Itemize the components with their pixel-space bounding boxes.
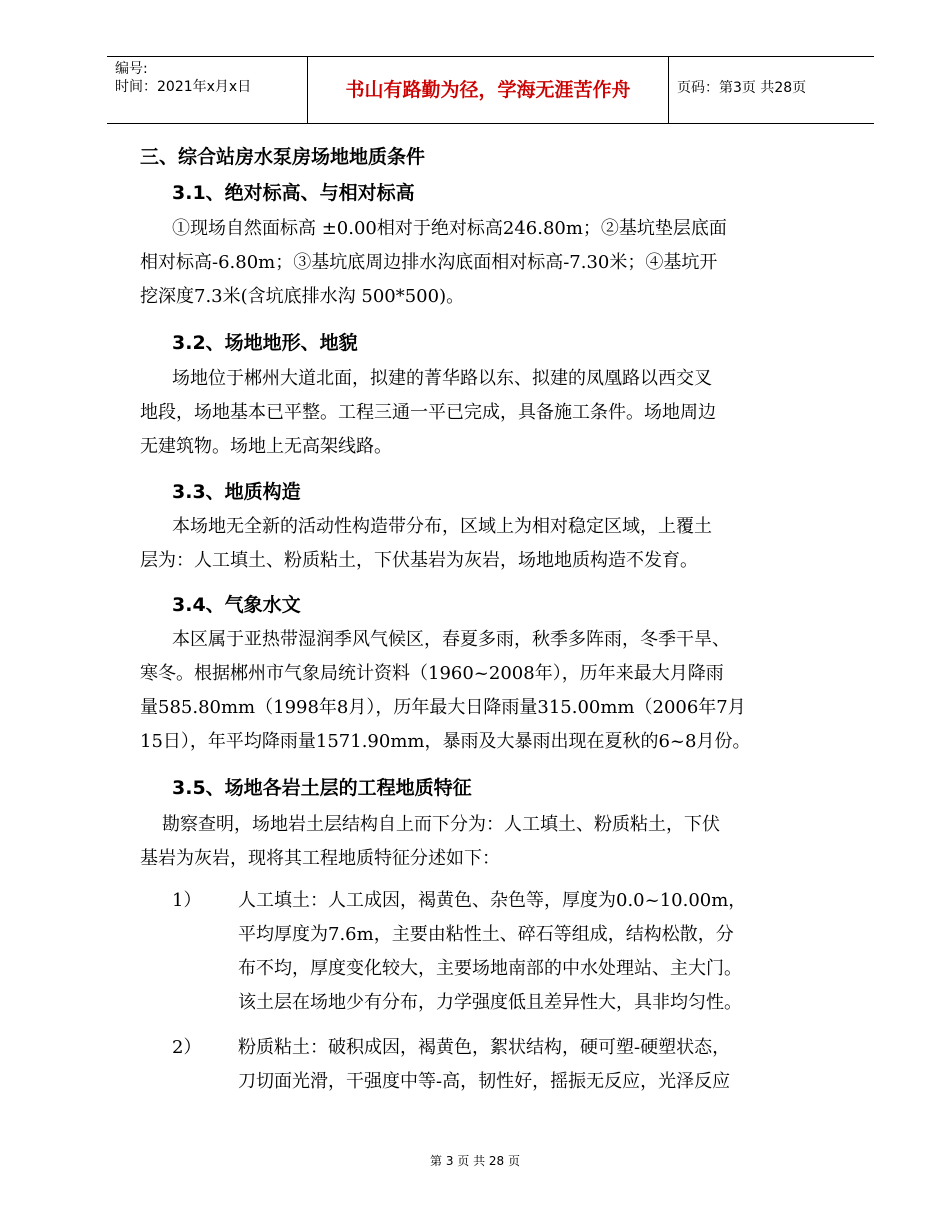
section-title: 三、综合站房水泵房场地地质条件 [140, 146, 426, 168]
list-item [238, 884, 746, 1020]
s4-line: 本区属于亚热带湿润季风气候区，春夏多雨，秋季多阵雨，冬季干旱、 [172, 629, 730, 650]
s4-heading: 3.4、气象水文 [172, 594, 301, 616]
s4-line: 寒冬。根据郴州市气象局统计资料（1960~2008年），历年来最大月降雨 [140, 663, 724, 684]
s5-line: 勘察查明，场地岩土层结构自上而下分为：人工填土、粉质粘土，下伏 [162, 814, 720, 835]
s1-heading: 3.1、绝对标高、与相对标高 [172, 182, 415, 204]
page-header [107, 56, 874, 124]
s4-line: 15日），年平均降雨量1571.90mm，暴雨及大暴雨出现在夏秋的6~8月份。 [140, 731, 751, 752]
s2-line: 地段，场地基本已平整。工程三通一平已完成，具备施工条件。场地周边 [140, 402, 716, 423]
s5-line: 基岩为灰岩，现将其工程地质特征分述如下： [140, 848, 500, 869]
s4-paragraph [140, 623, 750, 759]
list-item-line: 平均厚度为7.6m，主要由粘性土、碎石等组成，结构松散，分 [238, 924, 734, 945]
page-footer: 第 3 页 共 28 页 [430, 1154, 520, 1168]
s3-line: 层为：人工填土、粉质粘土，下伏基岩为灰岩，场地地质构造不发育。 [140, 550, 698, 571]
s1-paragraph [140, 212, 727, 314]
header-page-cell [669, 57, 874, 123]
header-page-number: 页码：第3页 共28页 [677, 80, 807, 96]
list-item-line: 粉质粘土：破积成因，褐黄色，絮状结构，硬可塑-硬塑状态， [238, 1037, 731, 1058]
list-item-number: 1） [172, 890, 202, 911]
header-motto: 书山有路勤为径，学海无涯苦作舟 [345, 79, 631, 101]
s2-heading: 3.2、场地地形、地貌 [172, 332, 358, 354]
s2-line: 无建筑物。场地上无高架线路。 [140, 436, 392, 457]
doc-code-label: 编号: [115, 61, 148, 77]
s5-paragraph [140, 808, 720, 876]
s3-line: 本场地无全新的活动性构造带分布，区域上为相对稳定区域，上覆土 [172, 516, 712, 537]
list-item-line: 人工填土：人工成因，褐黄色、杂色等，厚度为0.0~10.00m， [238, 890, 747, 911]
s3-heading: 3.3、地质构造 [172, 481, 301, 503]
s4-line: 量585.80mm（1998年8月），历年最大日降雨量315.00mm（2006年7月 [140, 697, 746, 718]
list-item [238, 1031, 730, 1099]
s5-heading: 3.5、场地各岩土层的工程地质特征 [172, 777, 472, 799]
s2-paragraph [140, 362, 716, 464]
header-motto-cell [308, 57, 669, 123]
list-item-line: 该土层在场地少有分布，力学强度低且差异性大，具非均匀性。 [238, 992, 742, 1013]
header-meta-cell [107, 57, 308, 123]
s1-line: ①现场自然面标高 ±0.00相对于绝对标高246.80m；②基坑垫层底面 [172, 218, 727, 239]
s1-line: 相对标高-6.80m；③基坑底周边排水沟底面相对标高-7.30米；④基坑开 [140, 252, 718, 273]
list-item-line: 布不均，厚度变化较大，主要场地南部的中水处理站、主大门。 [238, 958, 742, 979]
s3-paragraph [140, 510, 712, 578]
s1-line: 挖深度7.3米(含坑底排水沟 500*500)。 [140, 286, 465, 307]
list-item-number: 2） [172, 1037, 202, 1058]
s2-line: 场地位于郴州大道北面，拟建的菁华路以东、拟建的凤凰路以西交叉 [172, 368, 712, 389]
doc-time-label: 时间：2021年x月x日 [115, 79, 252, 95]
list-item-line: 刀切面光滑，干强度中等-高，韧性好，摇振无反应，光泽反应 [238, 1071, 731, 1092]
